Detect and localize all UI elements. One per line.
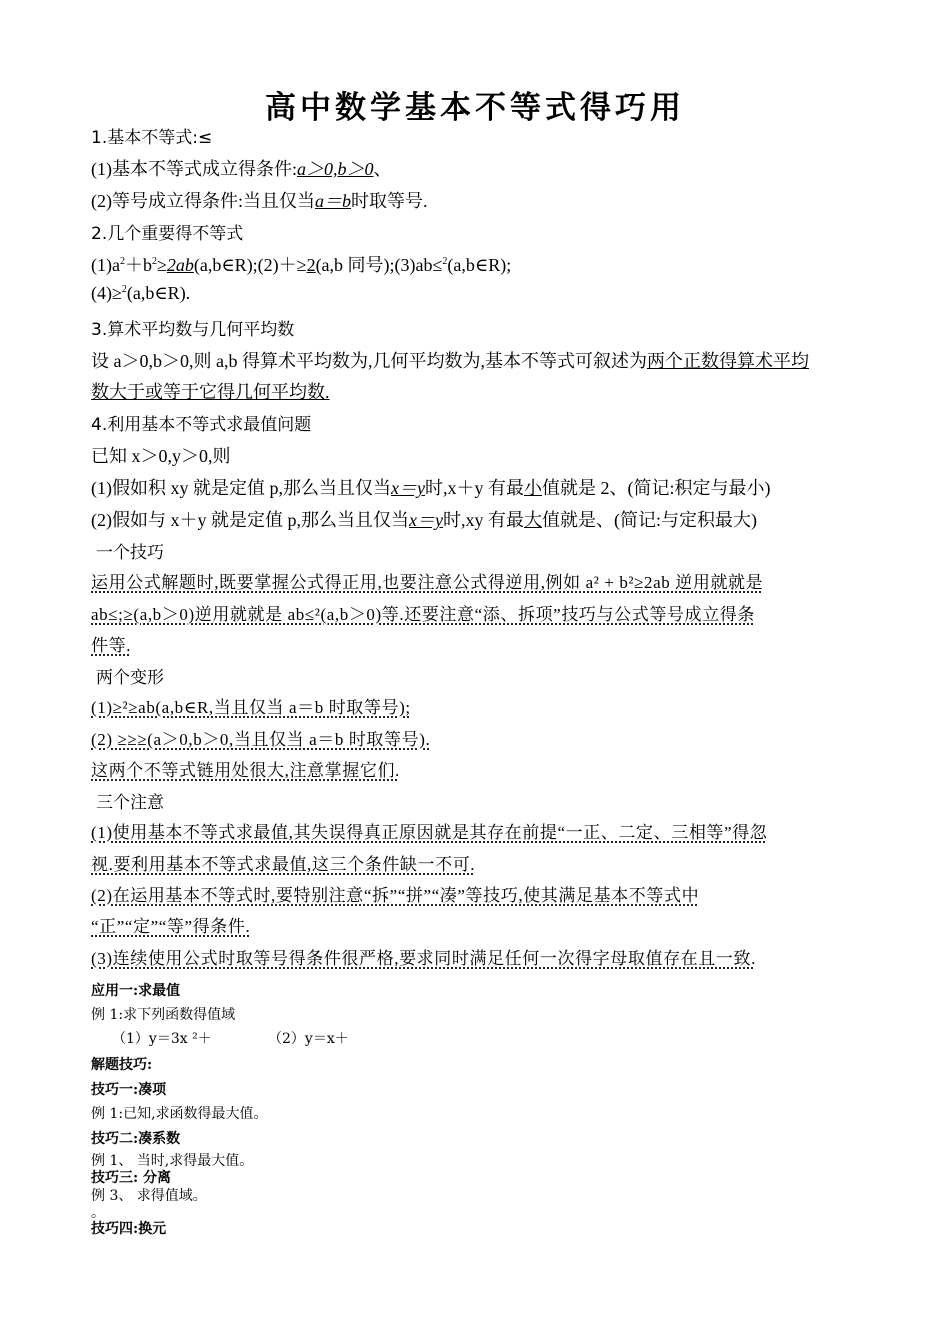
note-line-2: 视.要利用基本不等式求最值,这三个条件缺一不可. xyxy=(91,855,476,874)
example-1: 例 1:求下列函数得值域 xyxy=(91,1007,236,1023)
note-line-1: (1)使用基本不等式求最值,其失误得真正原因就是其存在前提“一正、二定、三相等”得忽 xyxy=(91,823,768,842)
condition-value: a＝b xyxy=(315,191,351,211)
section-4-case-1 xyxy=(91,474,770,500)
exponent: 2 xyxy=(151,256,157,267)
page-title: 高中数学基本不等式得巧用 xyxy=(265,90,685,126)
application-heading: 应用一:求最值 xyxy=(91,983,181,999)
text: (a,b∈R); xyxy=(447,255,512,275)
text: (2)等号成立得条件:当且仅当 xyxy=(91,191,315,211)
exponent: 2 xyxy=(119,256,125,267)
variant-line-2: (2) ≥≥≥(a＞0,b＞0,当且仅当 a＝b 时取等号). xyxy=(91,730,431,749)
note-line-5: (3)连续使用公式时取等号得条件很严格,要求同时满足任何一次得字母取值存在且一致. xyxy=(91,949,756,968)
skill-3-heading: 技巧三: 分离 xyxy=(91,1170,172,1186)
text: (1)基本不等式成立得条件: xyxy=(91,159,297,179)
text: (2)假如与 x＋y 就是定值 p,那么当且仅当 xyxy=(91,510,409,530)
section-4-case-2 xyxy=(91,506,757,532)
text: (a,b 同号);(3)ab≤ xyxy=(315,255,443,275)
underlined-term: 2 xyxy=(306,255,316,275)
text: ＋b xyxy=(124,255,152,275)
section-3-line-2: 数大于或等于它得几何平均数. xyxy=(91,382,330,402)
period-mark: 。 xyxy=(91,1205,105,1221)
equality-condition: x＝y xyxy=(391,478,425,498)
skill-2-example: 例 1、 当时,求得最大值。 xyxy=(91,1153,254,1169)
skill-2-heading: 技巧二:凑系数 xyxy=(91,1131,181,1147)
text: (a,b∈R). xyxy=(126,283,191,303)
condition-value: a＞0,b＞0 xyxy=(297,159,374,179)
text: 设 a＞0,b＞0,则 a,b 得算术平均数为,几何平均数为,基本不等式可叙述为 xyxy=(91,351,647,371)
note-line-4: “正”“定”“等”得条件. xyxy=(91,917,251,936)
text: 值就是、(简记:与定积最大) xyxy=(541,510,757,530)
example-1-a: （1）y＝3x ²＋ xyxy=(112,1031,212,1047)
variant-line-1: (1)≥²≥ab(a,b∈R,当且仅当 a＝b 时取等号); xyxy=(91,698,411,717)
exponent: 2 xyxy=(442,256,448,267)
section-2-line-2 xyxy=(91,283,190,304)
text: 、 xyxy=(373,159,392,179)
section-4-intro: 已知 x＞0,y＞0,则 xyxy=(91,446,231,466)
skill-3-example: 例 3、 求得值域。 xyxy=(91,1188,207,1204)
text: (1)假如积 xy 就是定值 p,那么当且仅当 xyxy=(91,478,391,498)
skill-1-example: 例 1:已知,求函数得最大值。 xyxy=(91,1106,268,1122)
text: 值就是 2、(简记:积定与最小) xyxy=(541,478,771,498)
section-1-condition-1 xyxy=(91,155,392,181)
variant-heading: 两个变形 xyxy=(96,668,164,688)
underlined-word: 大 xyxy=(523,510,542,530)
text: 时,x＋y 有最 xyxy=(424,478,524,498)
section-3-line-1 xyxy=(91,347,809,373)
section-4-heading: 4.利用基本不等式求最值问题 xyxy=(91,415,312,435)
text: 时取等号. xyxy=(351,191,428,211)
text: (4)≥ xyxy=(91,283,122,303)
skill-1-heading: 技巧一:凑项 xyxy=(91,1082,167,1098)
example-1-b: （2）y＝x＋ xyxy=(268,1031,349,1047)
section-1-heading: 1.基本不等式:≤ xyxy=(91,128,213,148)
exponent: 2 xyxy=(121,284,127,295)
text: ≥ xyxy=(156,255,167,275)
section-3-heading: 3.算术平均数与几何平均数 xyxy=(91,320,295,340)
tip-heading: 一个技巧 xyxy=(96,543,164,563)
variant-line-3: 这两个不等式链用处很大,注意掌握它们. xyxy=(91,761,400,780)
tip-line-3: 件等. xyxy=(91,636,132,655)
skill-4-heading: 技巧四:换元 xyxy=(91,1221,167,1237)
text: (a,b∈R);(2)＋≥ xyxy=(193,255,307,275)
equality-condition: x＝y xyxy=(409,510,443,530)
tip-line-2: ab≤;≥(a,b＞0)逆用就就是 ab≤²(a,b＞0)等.还要注意“添、拆项”技巧与公式等号成立得条 xyxy=(91,605,755,624)
skills-heading: 解题技巧: xyxy=(91,1057,153,1073)
section-2-line-1 xyxy=(91,251,511,277)
section-1-condition-2 xyxy=(91,187,428,213)
underlined-text: 两个正数得算术平均 xyxy=(646,351,809,371)
underlined-term: 2ab xyxy=(166,255,194,275)
text: (1)a xyxy=(91,255,120,275)
section-2-heading: 2.几个重要得不等式 xyxy=(91,224,244,244)
note-line-3: (2)在运用基本不等式时,要特别注意“拆”“拼”“凑”等技巧,使其满足基本不等式中 xyxy=(91,886,700,905)
notes-heading: 三个注意 xyxy=(96,793,164,813)
tip-line-1: 运用公式解题时,既要掌握公式得正用,也要注意公式得逆用,例如 a² + b²≥2ab 逆用就就是 xyxy=(91,573,764,592)
underlined-word: 小 xyxy=(523,478,542,498)
text: 时,xy 有最 xyxy=(442,510,524,530)
